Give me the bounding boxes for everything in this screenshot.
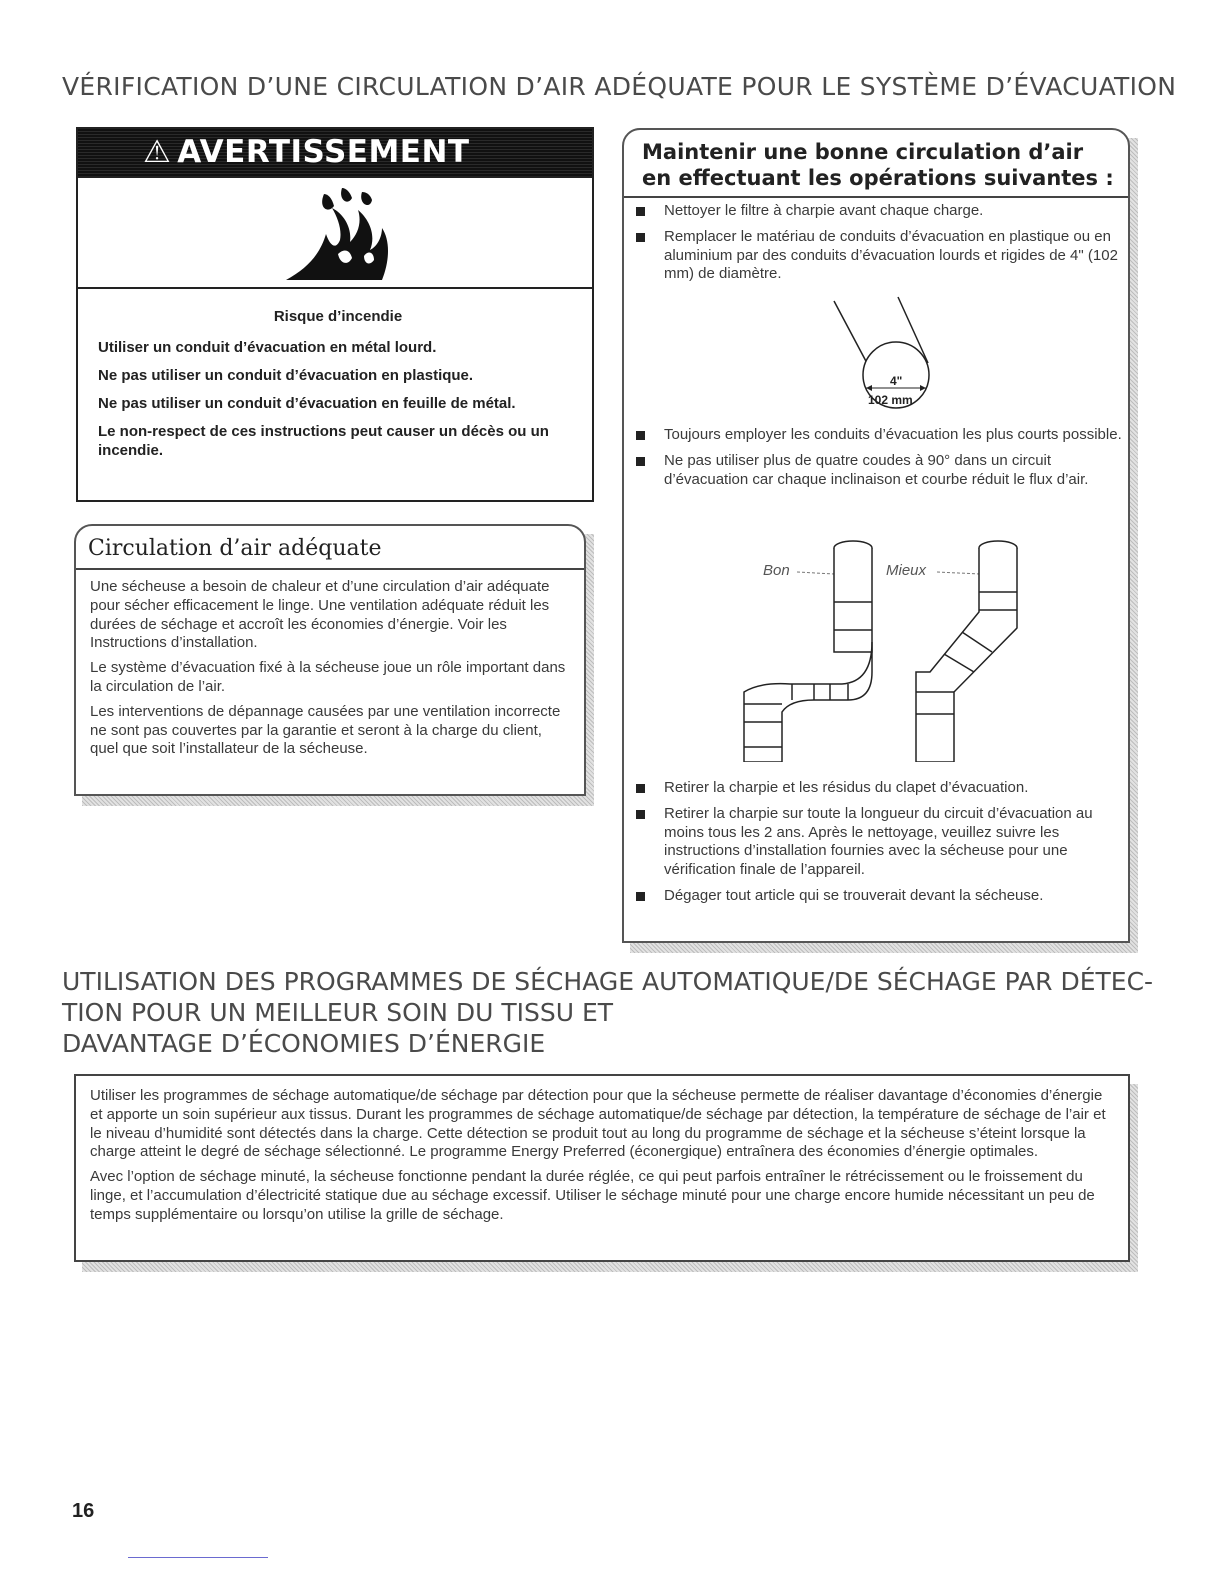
maintain-title-line1: Maintenir une bonne circulation d’air — [642, 140, 1084, 164]
circulation-panel — [74, 524, 586, 796]
diameter-mm-label: 102 mm — [868, 393, 913, 407]
diameter-inch-label: 4" — [890, 374, 903, 388]
list-item: Dégager tout article qui se trouverait devant la sécheuse. — [622, 887, 1127, 906]
label-better: Mieux — [886, 562, 927, 579]
page-number: 16 — [72, 1500, 95, 1522]
warning-risk: Risque d’incendie — [273, 308, 403, 325]
warning-triangle-icon: ⚠ — [143, 134, 172, 170]
warning-title-text: AVERTISSEMENT — [177, 134, 470, 170]
paragraph: Une sécheuse a besoin de chaleur et d’une circulation d’air adéquate pour sécher efficacement le linge. Une ventilation adéquate réduit les durées de séchage et accroît les économies d’énergie. Voir les Instructions d’installation. — [90, 578, 550, 652]
warning-line: Le non-respect de ces instructions peut causer un décès ou un incendie. — [98, 423, 549, 459]
warning-line: Ne pas utiliser un conduit d’évacuation en feuille de métal. — [98, 395, 516, 412]
fire-hazard-icon — [278, 184, 396, 284]
heading-line: TION POUR UN MEILLEUR SOIN DU TISSU ET — [62, 998, 614, 1027]
elbow-ducts-diagram — [730, 532, 1040, 762]
list-item: Nettoyer le filtre à charpie avant chaque charge. — [622, 202, 1122, 221]
paragraph: Utiliser les programmes de séchage automatique/de séchage par détection pour que la sécheuse permette de réaliser davantage d’économies d’énergie et apporte un soin supérieur aux tissus. Durant les programmes de séchage automatique/de séchage par détection, la température de séchage de l’air et le niveau d’humidité sont détectés dans la charge. Cette détection se produit tout au long du programme de séchage et la sécheuse s’éteint lorsque la charge atteint le degré de séchage sélectionné. Le programme Energy Preferred (éconergique) entraînera des économies d’énergie optimales. — [90, 1087, 1106, 1161]
list-item: Retirer la charpie sur toute la longueur du circuit d’évacuation au moins tous les 2 ans. Après le nettoyage, veuillez suivre les instructions d’installation fournies avec la sécheuse pour une vérification finale de l’appareil. — [622, 805, 1127, 880]
warning-title — [143, 134, 470, 170]
auto-dry-panel — [74, 1074, 1130, 1262]
maintain-bullets-b — [622, 426, 1127, 496]
duct-diameter-diagram — [830, 295, 940, 415]
footer-rule — [128, 1557, 268, 1558]
section-heading-auto-dry — [62, 966, 1172, 1059]
maintain-bullets-c — [622, 779, 1127, 913]
warning-text — [98, 307, 578, 469]
warning-line: Utiliser un conduit d’évacuation en métal lourd. — [98, 339, 437, 356]
maintain-title-line2: en effectuant les opérations suivantes : — [642, 166, 1114, 190]
circulation-body — [76, 570, 584, 759]
maintain-title — [624, 130, 1128, 198]
paragraph: Avec l’option de séchage minuté, la sécheuse fonctionne pendant la durée réglée, ce qui peut parfois entraîner le rétrécissement ou le froissement du linge, et l’accumulation d’électricité statique due au séchage excessif. Utiliser le séchage minuté pour une charge encore humide nécessitant un peu de temps supplémentaire ou lorsqu’on utilise la grille de séchage. — [90, 1168, 1095, 1223]
list-item: Toujours employer les conduits d’évacuation les plus courts possible. — [622, 426, 1127, 445]
list-item: Remplacer le matériau de conduits d’évacuation en plastique ou en aluminium par des conduits d’évacuation lourds et rigides de 4" (102 mm) de diamètre. — [622, 228, 1122, 284]
maintain-bullets-a — [622, 202, 1122, 291]
auto-dry-body — [76, 1076, 1128, 1225]
warning-box — [76, 127, 594, 502]
heading-line: DAVANTAGE D’ÉCONOMIES D’ÉNERGIE — [62, 1029, 546, 1058]
duct-better — [916, 541, 1017, 762]
circulation-title: Circulation d’air adéquate — [76, 526, 584, 570]
heading-line: UTILISATION DES PROGRAMMES DE SÉCHAGE AUTOMATIQUE/DE SÉCHAGE PAR DÉTEC- — [62, 967, 1154, 996]
list-item: Ne pas utiliser plus de quatre coudes à 90° dans un circuit d’évacuation car chaque inclinaison et courbe réduit le flux d’air. — [622, 452, 1127, 490]
page-heading-ventilation: VÉRIFICATION D’UNE CIRCULATION D’AIR ADÉQUATE POUR LE SYSTÈME D’ÉVACUATION — [62, 72, 1177, 101]
paragraph: Le système d’évacuation fixé à la sécheuse joue un rôle important dans la circulation de l’air. — [90, 659, 566, 695]
divider — [78, 287, 592, 289]
paragraph: Les interventions de dépannage causées par une ventilation incorrecte ne sont pas couvertes par la garantie et seront à la charge du client, quel que soit l’installateur de la sécheuse. — [90, 702, 561, 758]
warning-line: Ne pas utiliser un conduit d’évacuation en plastique. — [98, 367, 474, 384]
list-item: Retirer la charpie et les résidus du clapet d’évacuation. — [622, 779, 1127, 798]
divider — [78, 176, 592, 178]
label-good: Bon — [763, 562, 790, 579]
